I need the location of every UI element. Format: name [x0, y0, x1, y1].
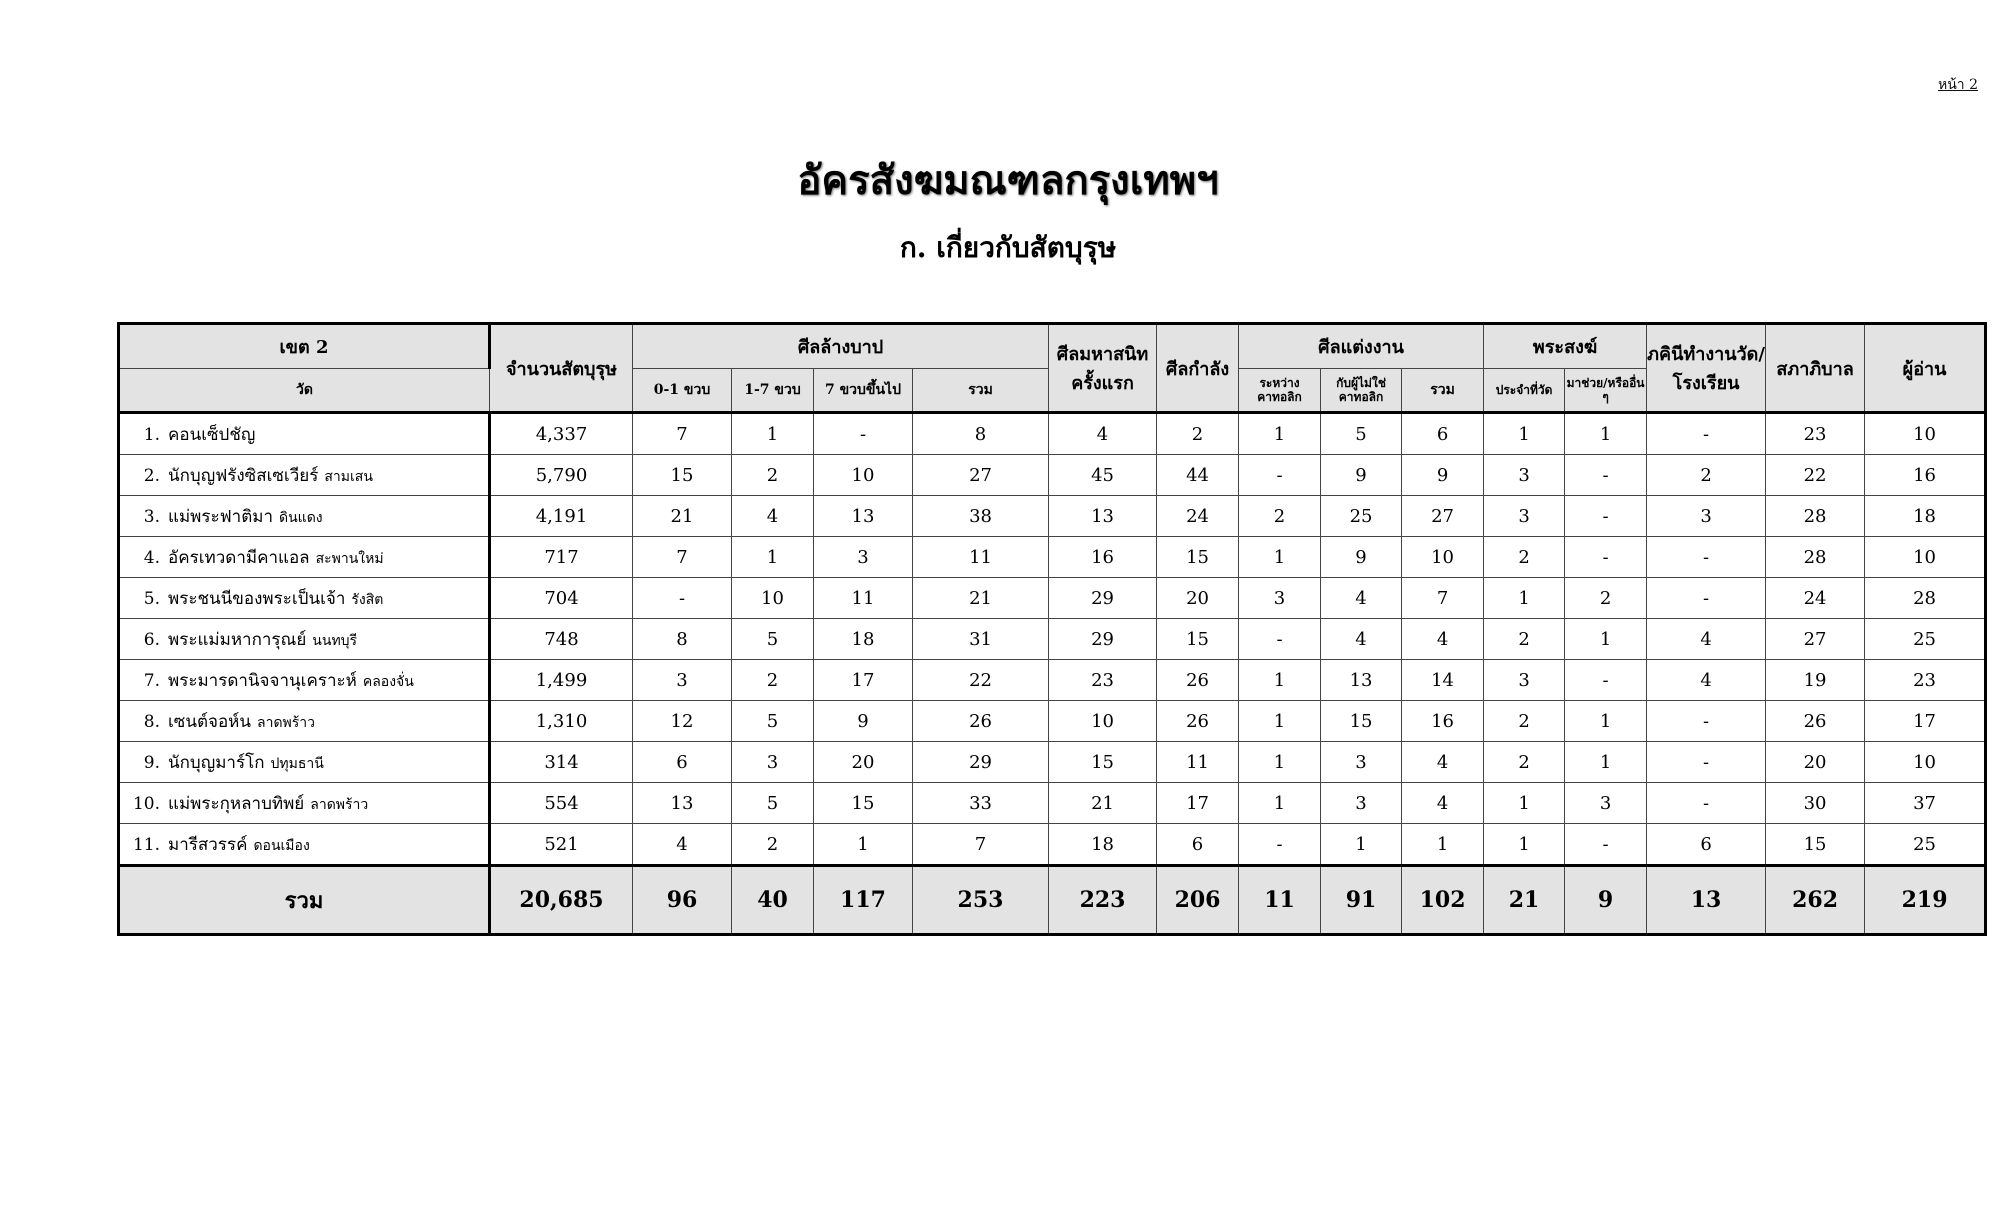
baptism-7plus-header: 7 ขวบขึ้นไป: [814, 369, 913, 413]
row-number: 11.: [132, 834, 160, 855]
readers-header: ผู้อ่าน: [1865, 324, 1986, 413]
total-cell: 20,685: [490, 866, 633, 935]
table-cell: 3: [1484, 660, 1565, 701]
parish-name: แม่พระฟาติมา: [168, 506, 274, 527]
table-cell: 748: [490, 619, 633, 660]
table-cell: 1: [1484, 578, 1565, 619]
row-number: 1.: [143, 424, 160, 445]
total-cell: 117: [814, 866, 913, 935]
row-number: 5.: [143, 588, 160, 609]
table-cell: 17: [1865, 701, 1986, 742]
parish-name-cell: [119, 413, 490, 455]
table-cell: 3: [1484, 455, 1565, 496]
table-cell: 22: [913, 660, 1049, 701]
table-cell: 20: [1766, 742, 1865, 783]
table-cell: 2: [732, 824, 814, 866]
table-cell: 1: [732, 537, 814, 578]
parish-area: ลาดพร้าว: [257, 714, 316, 731]
population-header: จำนวนสัตบุรุษ: [490, 324, 633, 413]
confirmation-header: ศีลกำลัง: [1157, 324, 1239, 413]
table-cell: 12: [633, 701, 732, 742]
total-cell: 102: [1402, 866, 1484, 935]
parish-name-cell: [119, 783, 490, 824]
table-cell: 314: [490, 742, 633, 783]
row-number: 8.: [143, 711, 160, 732]
table-cell: 20: [814, 742, 913, 783]
table-cell: 18: [1049, 824, 1157, 866]
table-cell: 3: [814, 537, 913, 578]
table-cell: 17: [814, 660, 913, 701]
table-cell: 18: [814, 619, 913, 660]
table-cell: 2: [1484, 619, 1565, 660]
zone-header: เขต 2: [119, 324, 490, 369]
table-cell: 28: [1766, 537, 1865, 578]
parish-name-cell: [119, 496, 490, 537]
table-cell: 28: [1766, 496, 1865, 537]
table-cell: 1: [1565, 701, 1647, 742]
table-cell: 38: [913, 496, 1049, 537]
baptism-header: ศีลล้างบาป: [633, 324, 1049, 369]
table-cell: 554: [490, 783, 633, 824]
table-cell: -: [1647, 783, 1766, 824]
table-cell: 13: [633, 783, 732, 824]
row-number: 9.: [143, 752, 160, 773]
parish-name-cell: [119, 701, 490, 742]
total-cell: 11: [1239, 866, 1321, 935]
table-cell: 24: [1766, 578, 1865, 619]
table-cell: 6: [1157, 824, 1239, 866]
table-cell: 2: [732, 455, 814, 496]
parish-area: ดอนเมือง: [253, 837, 310, 854]
parish-name: นักบุญฟรังซิสเซเวียร์: [168, 465, 319, 486]
table-cell: 25: [1865, 619, 1986, 660]
table-cell: 15: [1049, 742, 1157, 783]
row-number: 10.: [132, 793, 160, 814]
table-row: [119, 578, 1986, 619]
table-cell: 1: [1565, 619, 1647, 660]
parish-name: พระแม่มหาการุณย์: [168, 629, 307, 650]
row-number: 7.: [143, 670, 160, 691]
table-row: [119, 413, 1986, 455]
table-cell: 10: [1865, 742, 1986, 783]
parish-name-cell: [119, 578, 490, 619]
table-cell: 9: [1321, 455, 1402, 496]
table-cell: 5: [732, 619, 814, 660]
total-cell: 253: [913, 866, 1049, 935]
table-cell: 4: [1402, 742, 1484, 783]
table-cell: -: [1565, 824, 1647, 866]
table-cell: 24: [1157, 496, 1239, 537]
table-cell: 2: [1484, 701, 1565, 742]
table-cell: 31: [913, 619, 1049, 660]
table-cell: 1,310: [490, 701, 633, 742]
table-cell: 3: [732, 742, 814, 783]
table-cell: 25: [1321, 496, 1402, 537]
total-cell: 21: [1484, 866, 1565, 935]
marriage-mixed-header: กับผู้ไม่ใช่คาทอลิก: [1321, 369, 1402, 413]
total-label: รวม: [119, 866, 490, 935]
table-cell: 29: [1049, 619, 1157, 660]
table-cell: 26: [913, 701, 1049, 742]
total-cell: 262: [1766, 866, 1865, 935]
table-cell: 7: [633, 413, 732, 455]
priests-assisting-header: มาช่วย/หรืออื่น ๆ: [1565, 369, 1647, 413]
parish-name: มารีสวรรค์: [168, 834, 248, 855]
table-cell: 4: [1321, 619, 1402, 660]
table-cell: 10: [1049, 701, 1157, 742]
table-cell: 10: [732, 578, 814, 619]
parish-name: พระมารดานิจจานุเคราะห์: [168, 670, 357, 691]
table-cell: 16: [1402, 701, 1484, 742]
table-cell: 1: [1484, 824, 1565, 866]
parish-area: สามเสน: [324, 468, 373, 485]
table-cell: 1: [1239, 413, 1321, 455]
table-cell: 28: [1865, 578, 1986, 619]
table-cell: 1: [1565, 742, 1647, 783]
table-cell: 21: [1049, 783, 1157, 824]
table-row: [119, 783, 1986, 824]
table-cell: 6: [1647, 824, 1766, 866]
page-subtitle: ก. เกี่ยวกับสัตบุรุษ: [899, 231, 1117, 264]
table-cell: 1: [1239, 660, 1321, 701]
table-cell: 2: [1484, 537, 1565, 578]
table-cell: -: [1239, 824, 1321, 866]
parish-header: วัด: [119, 369, 490, 413]
parish-area: ปทุมธานี: [270, 755, 324, 772]
parish-name-cell: [119, 824, 490, 866]
table-cell: 1: [1239, 742, 1321, 783]
table-cell: 3: [1239, 578, 1321, 619]
table-row: [119, 701, 1986, 742]
table-cell: -: [814, 413, 913, 455]
table-cell: 15: [1766, 824, 1865, 866]
table-cell: 20: [1157, 578, 1239, 619]
table-cell: 16: [1049, 537, 1157, 578]
parish-name-cell: [119, 742, 490, 783]
table-cell: 15: [1157, 537, 1239, 578]
parish-name-cell: [119, 455, 490, 496]
table-cell: 10: [1865, 537, 1986, 578]
table-row: [119, 537, 1986, 578]
table-cell: 13: [1321, 660, 1402, 701]
parish-name: นักบุญมาร์โก: [168, 752, 265, 773]
table-cell: -: [1647, 701, 1766, 742]
table-cell: 23: [1766, 413, 1865, 455]
table-cell: 5: [1321, 413, 1402, 455]
table-cell: 5: [732, 783, 814, 824]
table-cell: 1: [732, 413, 814, 455]
table-cell: 27: [913, 455, 1049, 496]
parish-name: แม่พระกุหลาบทิพย์: [168, 793, 305, 814]
total-cell: 206: [1157, 866, 1239, 935]
table-cell: 5: [732, 701, 814, 742]
table-cell: 30: [1766, 783, 1865, 824]
table-cell: 15: [633, 455, 732, 496]
total-row: [119, 866, 1986, 935]
parish-area: นนทบุรี: [312, 632, 358, 649]
parish-area: ดินแดง: [279, 509, 323, 526]
total-cell: 223: [1049, 866, 1157, 935]
table-cell: 2: [1647, 455, 1766, 496]
parish-name: อัครเทวดามีคาแอล: [168, 547, 310, 568]
parish-statistics-table: [117, 322, 1987, 936]
priests-header: พระสงฆ์: [1484, 324, 1647, 369]
first-communion-header: ศีลมหาสนิทครั้งแรก: [1049, 324, 1157, 413]
table-cell: -: [1239, 455, 1321, 496]
table-cell: 1: [1484, 783, 1565, 824]
table-cell: 704: [490, 578, 633, 619]
table-row: [119, 496, 1986, 537]
table-cell: 45: [1049, 455, 1157, 496]
table-cell: 25: [1865, 824, 1986, 866]
table-row: [119, 742, 1986, 783]
table-cell: 2: [1157, 413, 1239, 455]
table-cell: 8: [633, 619, 732, 660]
table-cell: 13: [1049, 496, 1157, 537]
table-cell: 4: [633, 824, 732, 866]
table-cell: 3: [1484, 496, 1565, 537]
table-cell: 4: [1321, 578, 1402, 619]
table-cell: 521: [490, 824, 633, 866]
table-cell: 27: [1766, 619, 1865, 660]
table-cell: 19: [1766, 660, 1865, 701]
table-cell: 4: [1049, 413, 1157, 455]
total-cell: 91: [1321, 866, 1402, 935]
table-cell: 29: [913, 742, 1049, 783]
table-cell: 26: [1766, 701, 1865, 742]
table-cell: 3: [1321, 742, 1402, 783]
priests-resident-header: ประจำที่วัด: [1484, 369, 1565, 413]
parish-name-cell: [119, 619, 490, 660]
table-cell: 22: [1766, 455, 1865, 496]
council-header: สภาภิบาล: [1766, 324, 1865, 413]
row-number: 6.: [143, 629, 160, 650]
baptism-0-1-header: 0-1 ขวบ: [633, 369, 732, 413]
table-cell: 1: [814, 824, 913, 866]
table-cell: 5,790: [490, 455, 633, 496]
total-cell: 40: [732, 866, 814, 935]
page-number: หน้า 2: [1938, 77, 1979, 93]
table-cell: -: [1565, 660, 1647, 701]
table-cell: -: [1647, 578, 1766, 619]
table-cell: 11: [814, 578, 913, 619]
table-cell: 11: [913, 537, 1049, 578]
table-cell: 18: [1865, 496, 1986, 537]
table-cell: 10: [814, 455, 913, 496]
table-cell: 4,191: [490, 496, 633, 537]
table-cell: 15: [1321, 701, 1402, 742]
table-cell: -: [1647, 537, 1766, 578]
table-cell: 26: [1157, 701, 1239, 742]
parish-name: เซนต์จอห์น: [168, 711, 252, 732]
parish-area: สะพานใหม่: [315, 550, 384, 567]
table-cell: -: [1647, 413, 1766, 455]
table-cell: 1: [1402, 824, 1484, 866]
table-row: [119, 660, 1986, 701]
total-cell: 13: [1647, 866, 1766, 935]
table-cell: 44: [1157, 455, 1239, 496]
table-cell: 13: [814, 496, 913, 537]
total-cell: 219: [1865, 866, 1986, 935]
table-cell: 4: [732, 496, 814, 537]
table-cell: 2: [1239, 496, 1321, 537]
total-cell: 9: [1565, 866, 1647, 935]
table-cell: 4: [1402, 619, 1484, 660]
table-cell: 16: [1865, 455, 1986, 496]
table-cell: 21: [633, 496, 732, 537]
table-cell: 2: [1565, 578, 1647, 619]
table-cell: 7: [633, 537, 732, 578]
parish-name: คอนเซ็ปชัญ: [168, 424, 256, 445]
parish-area: รังสิต: [351, 591, 384, 608]
table-cell: 3: [1565, 783, 1647, 824]
parish-name-cell: [119, 537, 490, 578]
table-footer: [119, 866, 1986, 935]
parish-name-cell: [119, 660, 490, 701]
row-number: 2.: [143, 465, 160, 486]
table-cell: 3: [1321, 783, 1402, 824]
table-cell: 4: [1647, 660, 1766, 701]
table-cell: 1: [1239, 701, 1321, 742]
table-cell: 29: [1049, 578, 1157, 619]
row-number: 4.: [143, 547, 160, 568]
table-cell: 1: [1565, 413, 1647, 455]
table-cell: -: [1239, 619, 1321, 660]
table-cell: 4: [1402, 783, 1484, 824]
table-cell: 21: [913, 578, 1049, 619]
table-row: [119, 824, 1986, 866]
table-cell: 10: [1402, 537, 1484, 578]
parish-name: พระชนนีของพระเป็นเจ้า: [168, 588, 346, 609]
table-row: [119, 455, 1986, 496]
row-number: 3.: [143, 506, 160, 527]
table-cell: 1: [1321, 824, 1402, 866]
table-cell: 15: [1157, 619, 1239, 660]
total-cell: 96: [633, 866, 732, 935]
table-cell: 14: [1402, 660, 1484, 701]
table-cell: 1: [1239, 783, 1321, 824]
table-cell: 17: [1157, 783, 1239, 824]
table-cell: 2: [732, 660, 814, 701]
table-cell: -: [1565, 455, 1647, 496]
table-cell: 33: [913, 783, 1049, 824]
table-cell: 37: [1865, 783, 1986, 824]
table-cell: 10: [1865, 413, 1986, 455]
table-cell: 3: [633, 660, 732, 701]
table-cell: 23: [1049, 660, 1157, 701]
table-cell: 717: [490, 537, 633, 578]
sisters-header: ภคินีทำงานวัด/โรงเรียน: [1647, 324, 1766, 413]
table-cell: 7: [1402, 578, 1484, 619]
table-cell: 9: [814, 701, 913, 742]
baptism-total-header: รวม: [913, 369, 1049, 413]
page-title: อัครสังฆมณฑลกรุงเทพฯ: [797, 157, 1219, 204]
table-cell: 9: [1402, 455, 1484, 496]
table-cell: 6: [1402, 413, 1484, 455]
table-cell: 1: [1484, 413, 1565, 455]
table-cell: -: [633, 578, 732, 619]
marriage-catholic-header: ระหว่างคาทอลิก: [1239, 369, 1321, 413]
table-cell: 1,499: [490, 660, 633, 701]
table-cell: 15: [814, 783, 913, 824]
table-cell: 27: [1402, 496, 1484, 537]
table-cell: 8: [913, 413, 1049, 455]
table-body: [119, 413, 1986, 866]
parish-area: คลองจั่น: [362, 673, 414, 690]
table-cell: 23: [1865, 660, 1986, 701]
table-cell: 9: [1321, 537, 1402, 578]
table-cell: 3: [1647, 496, 1766, 537]
table-cell: -: [1565, 496, 1647, 537]
table-cell: 1: [1239, 537, 1321, 578]
table-cell: 7: [913, 824, 1049, 866]
marriage-total-header: รวม: [1402, 369, 1484, 413]
table-row: [119, 619, 1986, 660]
table-cell: -: [1565, 537, 1647, 578]
parish-area: ลาดพร้าว: [310, 796, 369, 813]
table-cell: 6: [633, 742, 732, 783]
table-cell: 4: [1647, 619, 1766, 660]
table-cell: 2: [1484, 742, 1565, 783]
table-cell: 4,337: [490, 413, 633, 455]
table-header: [119, 324, 1986, 413]
marriage-header: ศีลแต่งงาน: [1239, 324, 1484, 369]
table-cell: 11: [1157, 742, 1239, 783]
baptism-1-7-header: 1-7 ขวบ: [732, 369, 814, 413]
table-cell: 26: [1157, 660, 1239, 701]
table-cell: -: [1647, 742, 1766, 783]
